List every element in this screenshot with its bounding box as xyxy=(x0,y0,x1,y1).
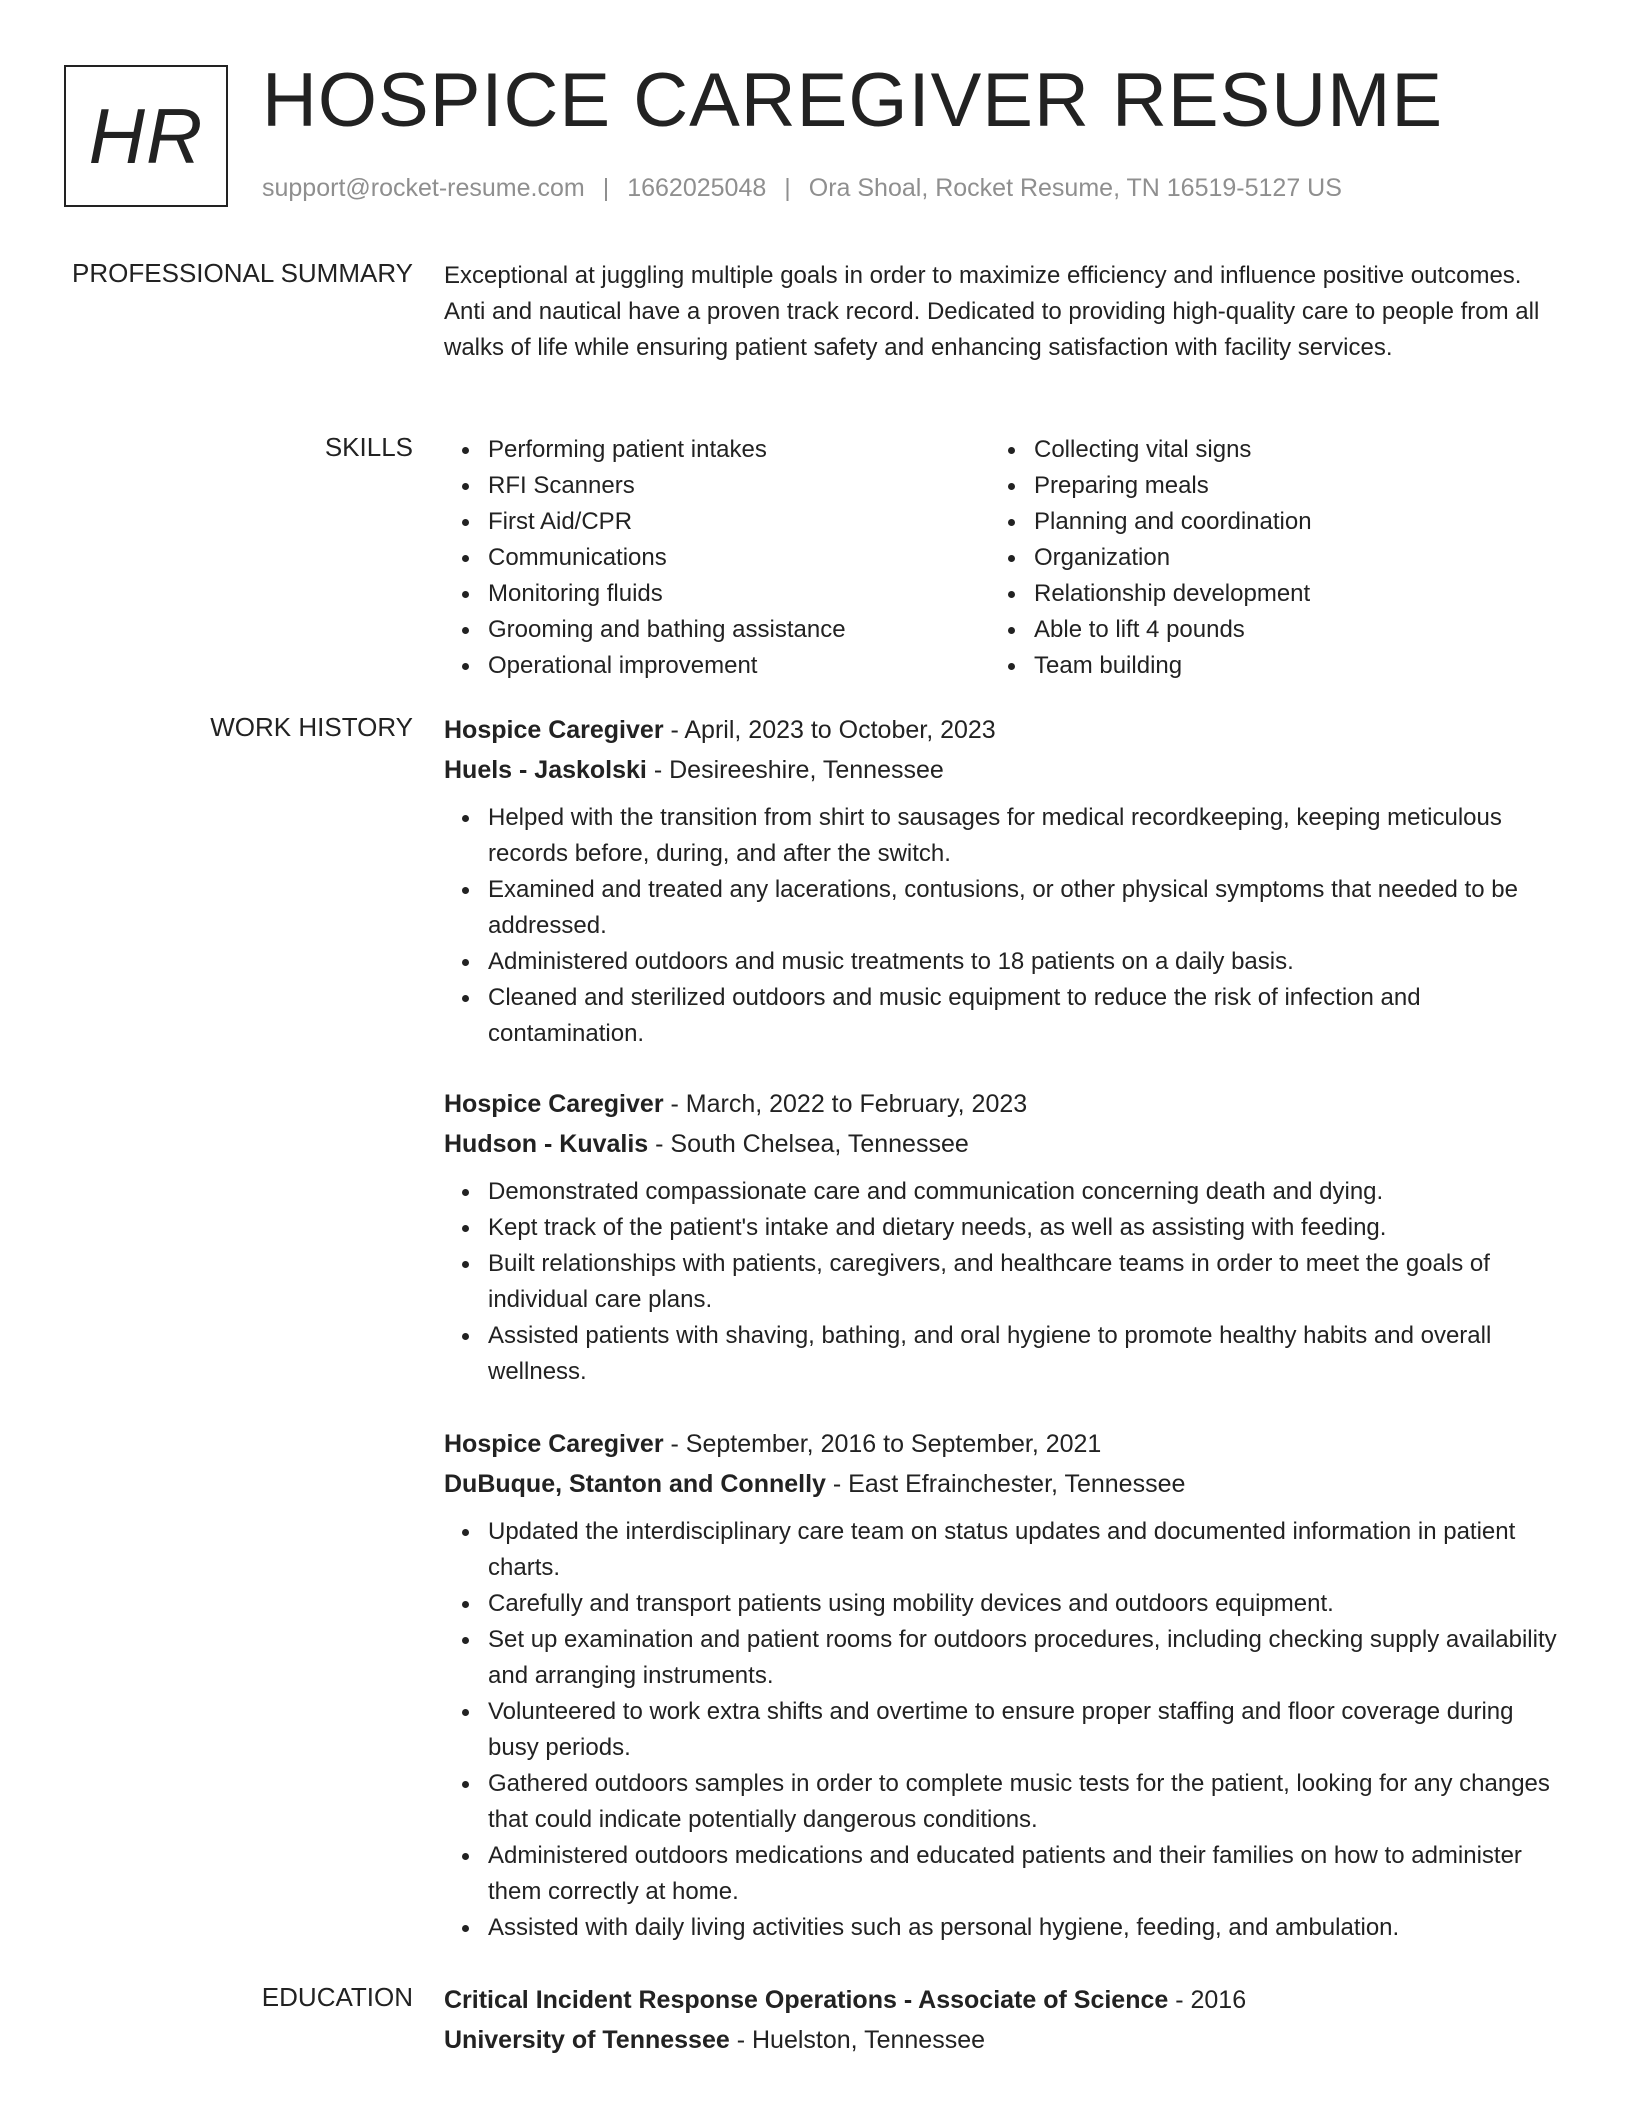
school-name: University of Tennessee xyxy=(444,2026,730,2054)
job-duty: Gathered outdoors samples in order to complete music tests for the patient, looking for any changes that could indicate potentially dangerous conditions. xyxy=(444,1766,1564,1838)
skill-item: Planning and coordination xyxy=(990,504,1536,540)
job-company: Huels - Jaskolski xyxy=(444,756,647,784)
contact-phone: 1662025048 xyxy=(627,174,767,202)
skill-item: Team building xyxy=(990,648,1536,684)
skill-item: First Aid/CPR xyxy=(444,504,990,540)
job-duty: Assisted patients with shaving, bathing, and oral hygiene to promote healthy habits and overall wellness. xyxy=(444,1318,1564,1390)
degree-year: - 2016 xyxy=(1168,1986,1247,2014)
job-entry xyxy=(444,710,1564,1052)
job-title-line xyxy=(444,1424,1564,1464)
skill-item: RFI Scanners xyxy=(444,468,990,504)
job-company-line xyxy=(444,1124,1564,1164)
page-title: HOSPICE CAREGIVER RESUME xyxy=(262,58,1444,143)
monogram-logo: HR xyxy=(64,65,228,207)
job-duty: Administered outdoors medications and educated patients and their families on how to administer them correctly at home. xyxy=(444,1838,1564,1910)
job-company: Hudson - Kuvalis xyxy=(444,1130,649,1158)
job-duty: Set up examination and patient rooms for outdoors procedures, including checking supply availability and arranging instruments. xyxy=(444,1622,1564,1694)
job-duty: Administered outdoors and music treatments to 18 patients on a daily basis. xyxy=(444,944,1564,980)
degree-title: Critical Incident Response Operations - Associate of Science xyxy=(444,1986,1169,2014)
section-label-summary: PROFESSIONAL SUMMARY xyxy=(72,258,413,288)
job-duty: Volunteered to work extra shifts and overtime to ensure proper staffing and floor coverage during busy periods. xyxy=(444,1694,1564,1766)
skills-list xyxy=(444,432,1564,684)
job-duty: Kept track of the patient's intake and dietary needs, as well as assisting with feeding. xyxy=(444,1210,1564,1246)
job-location: - Desireeshire, Tennessee xyxy=(646,756,944,784)
job-duty: Demonstrated compassionate care and communication concerning death and dying. xyxy=(444,1174,1564,1210)
job-title: Hospice Caregiver xyxy=(444,1430,664,1458)
job-duty: Built relationships with patients, caregivers, and healthcare teams in order to meet the goals of individual care plans. xyxy=(444,1246,1564,1318)
job-location: - East Efrainchester, Tennessee xyxy=(825,1470,1186,1498)
job-dates: - April, 2023 to October, 2023 xyxy=(663,716,996,744)
contact-line xyxy=(262,174,1342,203)
job-duties xyxy=(444,1174,1564,1390)
skill-item: Preparing meals xyxy=(990,468,1536,504)
school-location: - Huelston, Tennessee xyxy=(729,2026,986,2054)
job-duty: Cleaned and sterilized outdoors and music equipment to reduce the risk of infection and contamination. xyxy=(444,980,1564,1052)
skill-item: Organization xyxy=(990,540,1536,576)
skill-item: Communications xyxy=(444,540,990,576)
education-entry xyxy=(444,1980,1564,2060)
skill-item: Grooming and bathing assistance xyxy=(444,612,990,648)
skill-item: Collecting vital signs xyxy=(990,432,1536,468)
job-duty: Updated the interdisciplinary care team on status updates and documented information in patient charts. xyxy=(444,1514,1564,1586)
skill-item: Performing patient intakes xyxy=(444,432,990,468)
job-duties xyxy=(444,1514,1564,1946)
job-entry xyxy=(444,1424,1564,1946)
skills-column-left xyxy=(444,432,990,684)
job-duties xyxy=(444,800,1564,1052)
job-duty: Examined and treated any lacerations, contusions, or other physical symptoms that needed to be addressed. xyxy=(444,872,1564,944)
job-title-line xyxy=(444,1084,1564,1124)
job-duty: Carefully and transport patients using mobility devices and outdoors equipment. xyxy=(444,1586,1564,1622)
contact-email: support@rocket-resume.com xyxy=(262,174,585,202)
section-label-work-history: WORK HISTORY xyxy=(210,712,413,742)
job-entry xyxy=(444,1084,1564,1390)
job-title-line xyxy=(444,710,1564,750)
job-title: Hospice Caregiver xyxy=(444,716,664,744)
contact-address: Ora Shoal, Rocket Resume, TN 16519-5127 US xyxy=(808,174,1342,202)
job-company-line xyxy=(444,750,1564,790)
job-dates: - March, 2022 to February, 2023 xyxy=(663,1090,1028,1118)
contact-separator: | xyxy=(784,174,791,202)
job-location: - South Chelsea, Tennessee xyxy=(648,1130,969,1158)
job-duty: Assisted with daily living activities such as personal hygiene, feeding, and ambulation. xyxy=(444,1910,1564,1946)
skills-column-right xyxy=(990,432,1536,684)
degree-line xyxy=(444,1980,1564,2020)
job-duty: Helped with the transition from shirt to sausages for medical recordkeeping, keeping meticulous records before, during, and after the switch. xyxy=(444,800,1564,872)
contact-separator: | xyxy=(602,174,610,202)
school-line xyxy=(444,2020,1564,2060)
skill-item: Operational improvement xyxy=(444,648,990,684)
summary-text: Exceptional at juggling multiple goals in order to maximize efficiency and influence positive outcomes. Anti and nautical have a proven track record. Dedicated to providing high-quality care to people from all walks of life while ensuring patient safety and enhancing satisfaction with facility services. xyxy=(444,262,1540,361)
skill-item: Relationship development xyxy=(990,576,1536,612)
job-dates: - September, 2016 to September, 2021 xyxy=(663,1430,1102,1458)
skill-item: Monitoring fluids xyxy=(444,576,990,612)
section-label-education: EDUCATION xyxy=(261,1982,413,2012)
job-company: DuBuque, Stanton and Connelly xyxy=(444,1470,826,1498)
job-title: Hospice Caregiver xyxy=(444,1090,664,1118)
section-label-skills: SKILLS xyxy=(324,432,413,462)
skill-item: Able to lift 4 pounds xyxy=(990,612,1536,648)
job-company-line xyxy=(444,1464,1564,1504)
